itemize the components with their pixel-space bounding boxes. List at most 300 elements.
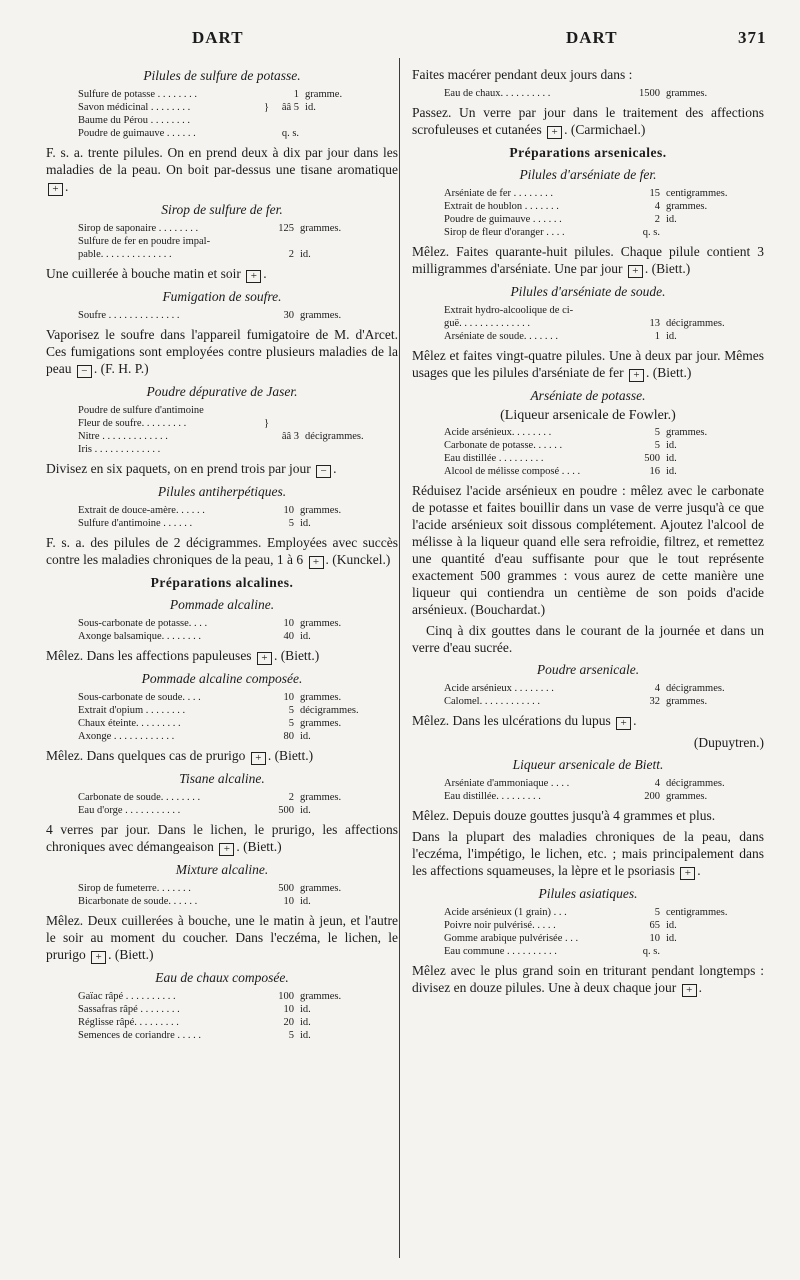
paragraph <box>412 66 764 83</box>
ingredient-qty: 10 <box>283 505 294 516</box>
formula-title: Tisane alcaline. <box>179 771 265 786</box>
paragraph-text: Mêlez avec le plus grand soin en triturant pendant longtemps : divisez en douze pilules. Une à deux chaque jour <box>412 963 764 995</box>
ingredient-table <box>444 682 725 708</box>
ingredient-unit: grammes. <box>666 88 708 99</box>
paragraph <box>412 482 764 618</box>
formula-title: Pilules asiatiques. <box>538 886 638 901</box>
ingredient-row <box>78 222 341 235</box>
ingredient-name: Soufre . . . . . . . . . . . . . . <box>78 310 180 321</box>
ingredient-unit: décigrammes. <box>666 778 725 789</box>
ingredient-name: Sassafras râpé . . . . . . . . <box>78 1004 180 1015</box>
left-column <box>46 62 398 1046</box>
paragraph <box>412 104 764 139</box>
ingredient-qty: 5 <box>288 705 294 716</box>
ingredient-name: Sirop de fleur d'oranger . . . . <box>444 227 565 238</box>
paragraph-text: Mêlez. Dans les ulcérations du lupus <box>412 713 611 728</box>
ingredient-unit: id. <box>666 331 677 342</box>
paragraph-text: Mêlez. Dans les affections papuleuses <box>46 648 252 663</box>
ingredient-row <box>444 682 725 695</box>
reference-box-icon: + <box>628 265 643 278</box>
ingredient-row <box>444 906 728 919</box>
ingredient-row <box>78 1029 341 1042</box>
paragraph <box>46 647 398 665</box>
running-header-left: DART <box>192 28 244 47</box>
ingredient-name: Carbonate de soude. . . . . . . . <box>78 792 201 803</box>
ingredient-qty <box>269 417 305 430</box>
ingredient-table <box>78 404 364 456</box>
ingredient-row <box>78 717 359 730</box>
ingredient-qty: q. s. <box>642 946 660 957</box>
ingredient-table <box>78 88 342 140</box>
formula-title: Liqueur arsenicale de Biett. <box>512 757 664 772</box>
ingredient-qty: 10 <box>283 896 294 907</box>
column-divider <box>399 58 400 1258</box>
ingredient-row <box>78 730 359 743</box>
ingredient-unit <box>305 404 364 417</box>
ingredient-qty: 5 <box>654 907 660 918</box>
ingredient-name: Acide arsénieux . . . . . . . . <box>444 683 554 694</box>
reference-box-icon: − <box>77 365 92 378</box>
section-heading: Préparations arsenicales. <box>509 145 667 160</box>
paragraph-tail: . (Biett.) <box>267 748 314 763</box>
ingredient-unit: grammes. <box>300 223 342 234</box>
ingredient-unit: id. <box>666 453 677 464</box>
ingredient-unit: id. <box>300 1004 311 1015</box>
paragraph-tail: . <box>697 863 701 878</box>
ingredient-unit: grammes. <box>300 792 342 803</box>
ingredient-name: Réglisse râpé. . . . . . . . . <box>78 1017 179 1028</box>
ingredient-table <box>444 426 707 478</box>
ingredient-unit: id. <box>305 102 316 113</box>
ingredient-unit <box>305 127 342 140</box>
formula-title: Pilules de sulfure de potasse. <box>143 68 301 83</box>
ingredient-name: Extrait hydro-alcoolique de ci- <box>444 305 574 316</box>
ingredient-name: Extrait de houblon . . . . . . . <box>444 201 559 212</box>
ingredient-unit <box>305 417 364 430</box>
reference-box-icon: + <box>547 126 562 139</box>
ingredient-name: Baume du Pérou . . . . . . . . <box>78 115 190 126</box>
ingredient-name: Iris . . . . . . . . . . . . . <box>78 444 161 455</box>
ingredient-name: Savon médicinal . . . . . . . . <box>78 102 191 113</box>
ingredient-unit: id. <box>300 731 311 742</box>
paragraph-text: Mêlez. Faites quarante-huit pilules. Chaque pilule contient 3 milligrammes d'arséniate. Une par jour <box>412 244 764 276</box>
ingredient-qty <box>630 304 666 317</box>
ingredient-unit: id. <box>666 920 677 931</box>
formula-title: Pommade alcaline composée. <box>141 671 303 686</box>
ingredient-row <box>78 88 342 101</box>
paragraph <box>46 912 398 964</box>
ingredient-qty: 15 <box>649 188 660 199</box>
ingredient-name: Alcool de mélisse composé . . . . <box>444 466 581 477</box>
ingredient-unit: grammes. <box>300 692 342 703</box>
paragraph-tail: . <box>65 179 69 194</box>
ingredient-unit: décigrammes. <box>300 705 359 716</box>
ingredient-name: Arséniate de fer . . . . . . . . <box>444 188 554 199</box>
page-number: 371 <box>738 28 767 47</box>
ingredient-row <box>444 213 728 226</box>
ingredient-name: Sous-carbonate de soude. . . . <box>78 692 201 703</box>
ingredient-unit: id. <box>300 249 311 260</box>
ingredient-row <box>78 630 341 643</box>
ingredient-unit <box>305 114 342 127</box>
ingredient-row <box>78 430 364 443</box>
paragraph-tail: . (Biett.) <box>273 648 320 663</box>
ingredient-qty: 5 <box>288 718 294 729</box>
ingredient-name: Sous-carbonate de potasse. . . . <box>78 618 208 629</box>
ingredient-name: Acide arsénieux. . . . . . . . <box>444 427 552 438</box>
paragraph-text: Réduisez l'acide arsénieux en poudre : mêlez avec le carbonate de potasse et faites bouillir dans un vase de verre jusqu'à ce que l'acide arsénieux soit dissous complétement. Ajoutez l'alcool de mélisse à la liqueur quand elle sera refroidie, filtrez, et remettez une quantité d'eau suffisante pour que le tout représente exactement 500 grammes : vous aurez de cette manière une liqueur qui contiendra un centième de son poids d'acide arsénieux. (Bouchardat.) <box>412 483 764 617</box>
paragraph <box>412 962 764 997</box>
paragraph-tail: . (Biett.) <box>236 839 282 854</box>
reference-box-icon: + <box>616 717 631 730</box>
paragraph-tail: . (Kunckel.) <box>325 552 391 567</box>
ingredient-row <box>78 990 341 1003</box>
ingredient-name: Sirop de fumeterre. . . . . . . <box>78 883 191 894</box>
paragraph-text: Cinq à dix gouttes dans le courant de la journée et dans un verre d'eau sucrée. <box>412 623 764 655</box>
ingredient-qty: q. s. <box>281 128 300 139</box>
ingredient-table <box>78 504 341 530</box>
formula-title: Mixture alcaline. <box>175 862 269 877</box>
ingredient-name: Acide arsénieux (1 grain) . . . <box>444 907 567 918</box>
ingredient-qty: 65 <box>649 920 660 931</box>
ingredient-name: Poudre de sulfure d'antimoine <box>78 405 204 416</box>
ingredient-name: Nitre . . . . . . . . . . . . . <box>78 431 168 442</box>
ingredient-unit: décigrammes. <box>305 431 364 442</box>
ingredient-qty: 500 <box>644 453 660 464</box>
ingredient-unit: grammes. <box>666 791 708 802</box>
paragraph-text: F. s. a. trente pilules. On en prend deux à dix par jour dans les maladies de la peau. On boit par-dessus une tisane aromatique <box>46 145 398 177</box>
ingredient-qty: 13 <box>649 318 660 329</box>
ingredient-qty: 4 <box>654 201 660 212</box>
reference-box-icon: + <box>48 183 63 196</box>
paragraph <box>46 747 398 765</box>
ingredient-row <box>78 791 341 804</box>
ingredient-row <box>78 895 341 908</box>
ingredient-row <box>78 309 341 322</box>
paragraph <box>412 347 764 382</box>
ingredient-qty: 5 <box>654 427 660 438</box>
ingredient-row <box>78 617 341 630</box>
ingredient-row <box>78 882 341 895</box>
ingredient-name: Eau distillée. . . . . . . . . <box>444 791 541 802</box>
formula-title: Arséniate de potasse. <box>530 388 646 403</box>
paragraph <box>46 821 398 856</box>
ingredient-unit: id. <box>666 214 677 225</box>
ingredient-qty: 10 <box>649 933 660 944</box>
ingredient-name: Poudre de guimauve . . . . . . <box>444 214 562 225</box>
paragraph-tail: . <box>698 980 703 995</box>
paragraph <box>412 807 764 824</box>
ingredient-name: Gomme arabique pulvérisée . . . <box>444 933 579 944</box>
reference-box-icon: + <box>682 984 697 997</box>
paragraph <box>46 265 398 283</box>
ingredient-unit: grammes. <box>666 696 708 707</box>
ingredient-unit: centigrammes. <box>666 188 728 199</box>
paragraph-text: Vaporisez le soufre dans l'appareil fumigatoire de M. d'Arcet. Ces fumigations sont employées contre plusieurs maladies de la peau <box>46 327 398 376</box>
ingredient-qty <box>269 443 305 456</box>
ingredient-qty: 1 <box>293 89 300 100</box>
formula-title: Eau de chaux composée. <box>155 970 289 985</box>
ingredient-qty: 2 <box>288 792 294 803</box>
ingredient-qty: 1 <box>654 331 660 342</box>
ingredient-qty: 16 <box>649 466 660 477</box>
paragraph <box>46 460 398 478</box>
ingredient-row <box>444 87 707 100</box>
paragraph <box>412 243 764 278</box>
ingredient-qty: 10 <box>283 1004 294 1015</box>
ingredient-qty: 4 <box>654 683 660 694</box>
ingredient-qty: 10 <box>283 692 294 703</box>
reference-box-icon: + <box>257 652 272 665</box>
ingredient-row <box>444 439 707 452</box>
paragraph-text: Faites macérer pendant deux jours dans : <box>412 67 633 82</box>
formula-subtitle: (Liqueur arsenicale de Fowler.) <box>500 408 676 423</box>
paragraph <box>412 622 764 656</box>
ingredient-unit <box>300 235 341 248</box>
section-heading: Préparations alcalines. <box>150 575 294 590</box>
paragraph-tail: . (Biett.) <box>645 365 692 380</box>
paragraph <box>46 326 398 378</box>
ingredient-row <box>78 127 342 140</box>
ingredient-unit: grammes. <box>300 718 342 729</box>
ingredient-name: Axonge . . . . . . . . . . . . <box>78 731 175 742</box>
paragraph-text: 4 verres par jour. Dans le lichen, le prurigo, les affections chroniques avec démangeaison <box>46 822 398 854</box>
ingredient-name: Extrait de douce-amère. . . . . . <box>78 505 205 516</box>
ingredient-name: pable. . . . . . . . . . . . . . <box>78 249 172 260</box>
ingredient-row <box>78 443 364 456</box>
ingredient-name: Eau distillée . . . . . . . . . <box>444 453 544 464</box>
ingredient-qty: ââ 5 <box>281 102 300 113</box>
ingredient-table <box>444 906 728 958</box>
ingredient-row <box>78 235 341 248</box>
ingredient-unit: décigrammes. <box>666 683 725 694</box>
paragraph-tail: . <box>263 266 267 281</box>
ingredient-unit: id. <box>300 805 311 816</box>
ingredient-unit: décigrammes. <box>666 318 725 329</box>
reference-box-icon: + <box>246 270 261 283</box>
ingredient-row <box>444 777 725 790</box>
brace: } <box>264 418 270 429</box>
paragraph <box>46 534 398 569</box>
ingredient-row <box>444 945 728 958</box>
ingredient-unit: id. <box>300 1017 311 1028</box>
ingredient-row <box>78 417 364 430</box>
ingredient-table <box>78 882 341 908</box>
ingredient-row <box>78 517 341 530</box>
ingredient-table <box>78 691 359 743</box>
ingredient-name: Chaux éteinte. . . . . . . . . <box>78 718 181 729</box>
ingredient-row <box>78 504 341 517</box>
paragraph-tail: . <box>333 461 337 476</box>
ingredient-unit: id. <box>300 1030 311 1041</box>
ingredient-unit: id. <box>300 896 311 907</box>
ingredient-table <box>78 990 341 1042</box>
ingredient-table <box>78 222 341 261</box>
ingredient-row <box>78 101 342 114</box>
ingredient-name: Gaïac râpé . . . . . . . . . . <box>78 991 176 1002</box>
paragraph-tail: . (Biett.) <box>644 261 691 276</box>
ingredient-name: Extrait d'opium . . . . . . . . <box>78 705 186 716</box>
ingredient-unit: id. <box>666 466 677 477</box>
paragraph <box>412 712 764 730</box>
ingredient-row <box>78 248 341 261</box>
ingredient-qty: 5 <box>654 440 660 451</box>
ingredient-qty <box>269 404 305 417</box>
ingredient-unit: id. <box>666 440 677 451</box>
ingredient-row <box>444 452 707 465</box>
ingredient-qty: 32 <box>649 696 660 707</box>
right-column <box>412 62 764 1001</box>
ingredient-name: Poudre de guimauve . . . . . . <box>78 128 196 139</box>
reference-box-icon: + <box>680 867 695 880</box>
ingredient-name: Eau de chaux. . . . . . . . . . <box>444 88 551 99</box>
ingredient-row <box>78 114 342 127</box>
ingredient-unit: grammes. <box>666 427 708 438</box>
ingredient-table <box>78 617 341 643</box>
ingredient-table <box>78 309 341 322</box>
ingredient-qty: 80 <box>283 731 294 742</box>
ingredient-qty: 1500 <box>639 88 660 99</box>
ingredient-row <box>444 330 725 343</box>
reference-box-icon: + <box>91 951 106 964</box>
ingredient-name: Fleur de soufre. . . . . . . . . <box>78 418 187 429</box>
formula-title: Poudre arsenicale. <box>536 662 640 677</box>
ingredient-qty: 100 <box>278 991 294 1002</box>
ingredient-name: Carbonate de potasse. . . . . . <box>444 440 563 451</box>
ingredient-qty: 4 <box>654 778 660 789</box>
ingredient-unit: grammes. <box>300 883 342 894</box>
paragraph-text: Passez. Un verre par jour dans le traitement des affections scrofuleuses et cutanées <box>412 105 764 137</box>
ingredient-unit: grammes. <box>666 201 708 212</box>
paragraph-text: Mêlez. Depuis douze gouttes jusqu'à 4 grammes et plus. <box>412 808 716 823</box>
ingredient-table <box>444 304 725 343</box>
ingredient-row <box>444 465 707 478</box>
ingredient-qty: ââ 3 <box>281 431 300 442</box>
attribution: (Dupuytren.) <box>693 735 764 750</box>
ingredient-row <box>444 932 728 945</box>
ingredient-unit: centigrammes. <box>666 907 728 918</box>
ingredient-unit: id. <box>666 933 677 944</box>
ingredient-unit <box>666 226 728 239</box>
ingredient-table <box>78 791 341 817</box>
ingredient-row <box>444 317 725 330</box>
ingredient-name: Arséniate d'ammoniaque . . . . <box>444 778 570 789</box>
ingredient-unit <box>666 304 725 317</box>
ingredient-unit: grammes. <box>300 991 342 1002</box>
ingredient-row <box>78 1003 341 1016</box>
ingredient-row <box>444 695 725 708</box>
paragraph <box>46 144 398 196</box>
paragraph-text: Divisez en six paquets, on en prend trois par jour <box>46 461 311 476</box>
ingredient-name: Calomel. . . . . . . . . . . . <box>444 696 540 707</box>
reference-box-icon: + <box>309 556 324 569</box>
ingredient-unit: grammes. <box>300 505 342 516</box>
ingredient-row <box>78 404 364 417</box>
ingredient-name: Bicarbonate de soude. . . . . . <box>78 896 198 907</box>
ingredient-row <box>444 919 728 932</box>
formula-title: Pilules d'arséniate de fer. <box>519 167 657 182</box>
paragraph-text: Mêlez. Dans quelques cas de prurigo <box>46 748 246 763</box>
paragraph-text: Mêlez et faites vingt-quatre pilules. Une à deux par jour. Mêmes usages que les pilules d'arséniate de fer <box>412 348 764 380</box>
ingredient-row <box>444 187 728 200</box>
ingredient-row <box>444 304 725 317</box>
reference-box-icon: + <box>251 752 266 765</box>
formula-title: Pommade alcaline. <box>169 597 275 612</box>
formula-title: Poudre dépurative de Jaser. <box>146 384 298 399</box>
ingredient-qty: 125 <box>278 223 294 234</box>
brace: } <box>264 102 270 113</box>
ingredient-name: Eau d'orge . . . . . . . . . . . <box>78 805 181 816</box>
ingredient-unit <box>305 443 364 456</box>
reference-box-icon: + <box>629 369 644 382</box>
ingredient-qty: 10 <box>283 618 294 629</box>
ingredient-unit <box>666 945 728 958</box>
ingredient-unit: grammes. <box>300 618 342 629</box>
ingredient-name: Poivre noir pulvérisé. . . . . <box>444 920 556 931</box>
ingredient-qty: 5 <box>288 1030 294 1041</box>
ingredient-qty <box>269 114 305 127</box>
ingredient-qty: 2 <box>654 214 660 225</box>
ingredient-name: Arséniate de soude. . . . . . . <box>444 331 559 342</box>
ingredient-unit: gramme. <box>305 89 343 100</box>
ingredient-name: Eau commune . . . . . . . . . . <box>444 946 557 957</box>
ingredient-row <box>78 691 359 704</box>
ingredient-row <box>78 804 341 817</box>
paragraph <box>412 828 764 880</box>
reference-box-icon: + <box>219 843 234 856</box>
ingredient-row <box>78 704 359 717</box>
paragraph-text: Une cuillerée à bouche matin et soir <box>46 266 241 281</box>
ingredient-qty: q. s. <box>642 227 660 238</box>
ingredient-name: Sulfure d'antimoine . . . . . . <box>78 518 193 529</box>
paragraph-tail: . (Biett.) <box>108 947 154 962</box>
ingredient-qty: 5 <box>288 518 294 529</box>
ingredient-table <box>444 87 707 100</box>
ingredient-row <box>444 790 725 803</box>
ingredient-qty: 30 <box>283 310 294 321</box>
running-header-right: DART <box>566 28 618 47</box>
ingredient-row <box>444 226 728 239</box>
ingredient-name: Sulfure de fer en poudre impal- <box>78 236 211 247</box>
ingredient-row <box>444 200 728 213</box>
reference-box-icon: − <box>316 465 331 478</box>
formula-title: Fumigation de soufre. <box>162 289 282 304</box>
paragraph-tail: . (F. H. P.) <box>93 361 149 376</box>
ingredient-qty: 500 <box>278 883 294 894</box>
ingredient-name: guë. . . . . . . . . . . . . . <box>444 318 531 329</box>
ingredient-table <box>444 777 725 803</box>
ingredient-qty: 500 <box>278 805 294 816</box>
ingredient-unit: id. <box>300 631 311 642</box>
ingredient-qty: 2 <box>288 249 294 260</box>
ingredient-name: Semences de coriandre . . . . . <box>78 1030 202 1041</box>
paragraph-text: Mêlez. Deux cuillerées à bouche, une le matin à jeun, et l'autre le soir au moment du coucher. Dans l'eczéma, le lichen, le prurigo <box>46 913 398 962</box>
ingredient-name: Sulfure de potasse . . . . . . . . <box>78 89 197 100</box>
ingredient-name: Sirop de saponaire . . . . . . . . <box>78 223 199 234</box>
paragraph-text: Dans la plupart des maladies chroniques de la peau, dans l'eczéma, l'impétigo, le lichen, etc. ; mais principalement dans les affections squameuses, la lèpre et le psoriasis <box>412 829 764 878</box>
ingredient-unit: id. <box>300 518 311 529</box>
ingredient-qty: 20 <box>283 1017 294 1028</box>
ingredient-table <box>444 187 728 239</box>
ingredient-qty: 40 <box>283 631 294 642</box>
ingredient-name: Axonge balsamique. . . . . . . . <box>78 631 202 642</box>
ingredient-row <box>444 426 707 439</box>
formula-title: Pilules antiherpétiques. <box>157 484 287 499</box>
paragraph-tail: . (Carmichael.) <box>564 122 646 137</box>
paragraph-tail: . <box>633 713 637 728</box>
formula-title: Sirop de sulfure de fer. <box>161 202 283 217</box>
formula-title: Pilules d'arséniate de soude. <box>510 284 666 299</box>
